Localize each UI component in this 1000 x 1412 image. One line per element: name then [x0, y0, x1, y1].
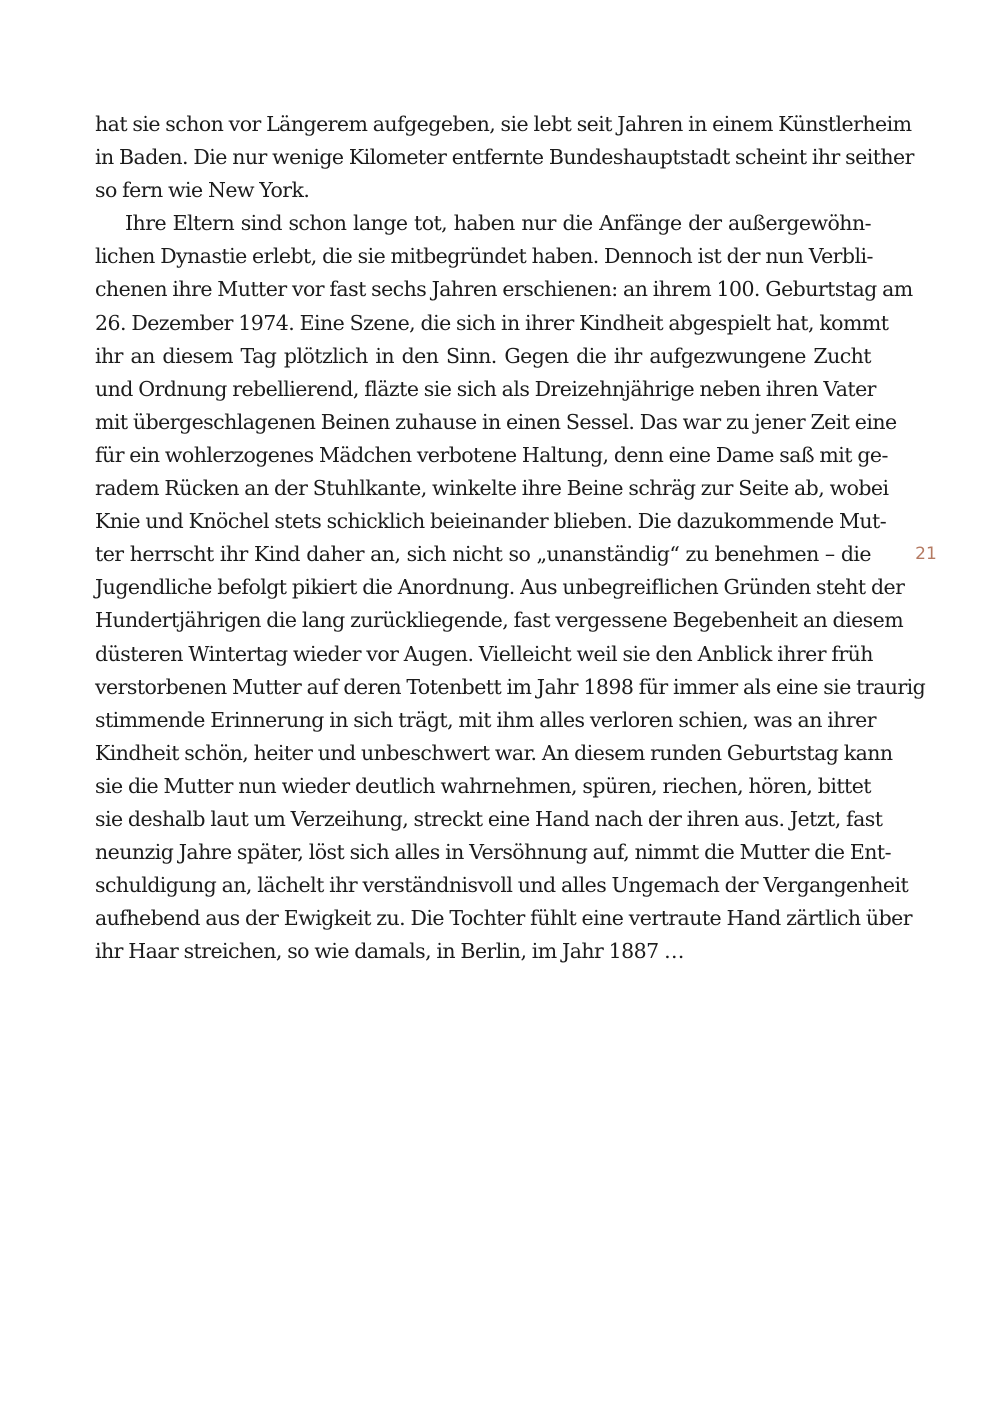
text-line: ter herrscht ihr Kind daher an, sich nicht so „unanständig“ zu benehmen – die: [95, 542, 871, 567]
text-line: ihr Haar streichen, so wie damals, in Berlin, im Jahr 1887 …: [95, 939, 684, 964]
text-line: 26. Dezember 1974. Eine Szene, die sich in ihrer Kindheit abgespielt hat, kommt: [95, 310, 889, 335]
text-line: aufhebend aus der Ewigkeit zu. Die Tochter fühlt eine vertraute Hand zärtlich über: [95, 906, 912, 931]
text-line: sie die Mutter nun wieder deutlich wahrnehmen, spüren, riechen, hören, bittet: [95, 773, 871, 798]
text-line: so fern wie New York.: [95, 178, 310, 203]
text-line: mit übergeschlagenen Beinen zuhause in einen Sessel. Das war zu jener Zeit eine: [95, 409, 897, 434]
text-line: Ihre Eltern sind schon lange tot, haben nur die Anfänge der außergewöhn-: [125, 211, 871, 236]
page-number: 21: [915, 544, 937, 564]
text-line: düsteren Wintertag wieder vor Augen. Vielleicht weil sie den Anblick ihrer früh: [95, 641, 873, 666]
text-line: chenen ihre Mutter vor fast sechs Jahren erschienen: an ihrem 100. Geburtstag am: [95, 277, 913, 302]
text-line: für ein wohlerzogenes Mädchen verbotene Haltung, denn eine Dame saß mit ge-: [95, 442, 888, 467]
text-line: und Ordnung rebellierend, fläzte sie sich als Dreizehnjährige neben ihren Vater: [95, 376, 876, 401]
text-line: Hundertjährigen die lang zurückliegende, fast vergessene Begebenheit an diesem: [95, 608, 904, 633]
text-line: Kindheit schön, heiter und unbeschwert war. An diesem runden Geburtstag kann: [95, 740, 893, 765]
text-line: neunzig Jahre später, löst sich alles in Versöhnung auf, nimmt die Mutter die Ent-: [95, 840, 891, 865]
text-line: radem Rücken an der Stuhlkante, winkelte ihre Beine schräg zur Seite ab, wobei: [95, 476, 889, 501]
text-line: verstorbenen Mutter auf deren Totenbett im Jahr 1898 für immer als eine sie traurig: [95, 674, 926, 699]
text-line: lichen Dynastie erlebt, die sie mitbegründet haben. Dennoch ist der nun Verbli-: [95, 244, 873, 269]
text-line: sie deshalb laut um Verzeihung, streckt eine Hand nach der ihren aus. Jetzt, fast: [95, 806, 883, 831]
text-line: in Baden. Die nur wenige Kilometer entfernte Bundeshauptstadt scheint ihr seither: [95, 145, 914, 170]
text-line: stimmende Erinnerung in sich trägt, mit ihm alles verloren schien, was an ihrer: [95, 707, 876, 732]
text-line: Jugendliche befolgt pikiert die Anordnung. Aus unbegreiflichen Gründen steht der: [95, 575, 905, 600]
text-line: hat sie schon vor Längerem aufgegeben, sie lebt seit Jahren in einem Künstlerheim: [95, 112, 912, 136]
text-line: Knie und Knöchel stets schicklich beieinander blieben. Die dazukommende Mut-: [95, 509, 887, 534]
text-line: schuldigung an, lächelt ihr verständnisvoll und alles Ungemach der Vergangenheit: [95, 873, 909, 898]
text-line: ihr an diesem Tag plötzlich in den Sinn. Gegen die ihr aufgezwungene Zucht: [95, 343, 871, 368]
